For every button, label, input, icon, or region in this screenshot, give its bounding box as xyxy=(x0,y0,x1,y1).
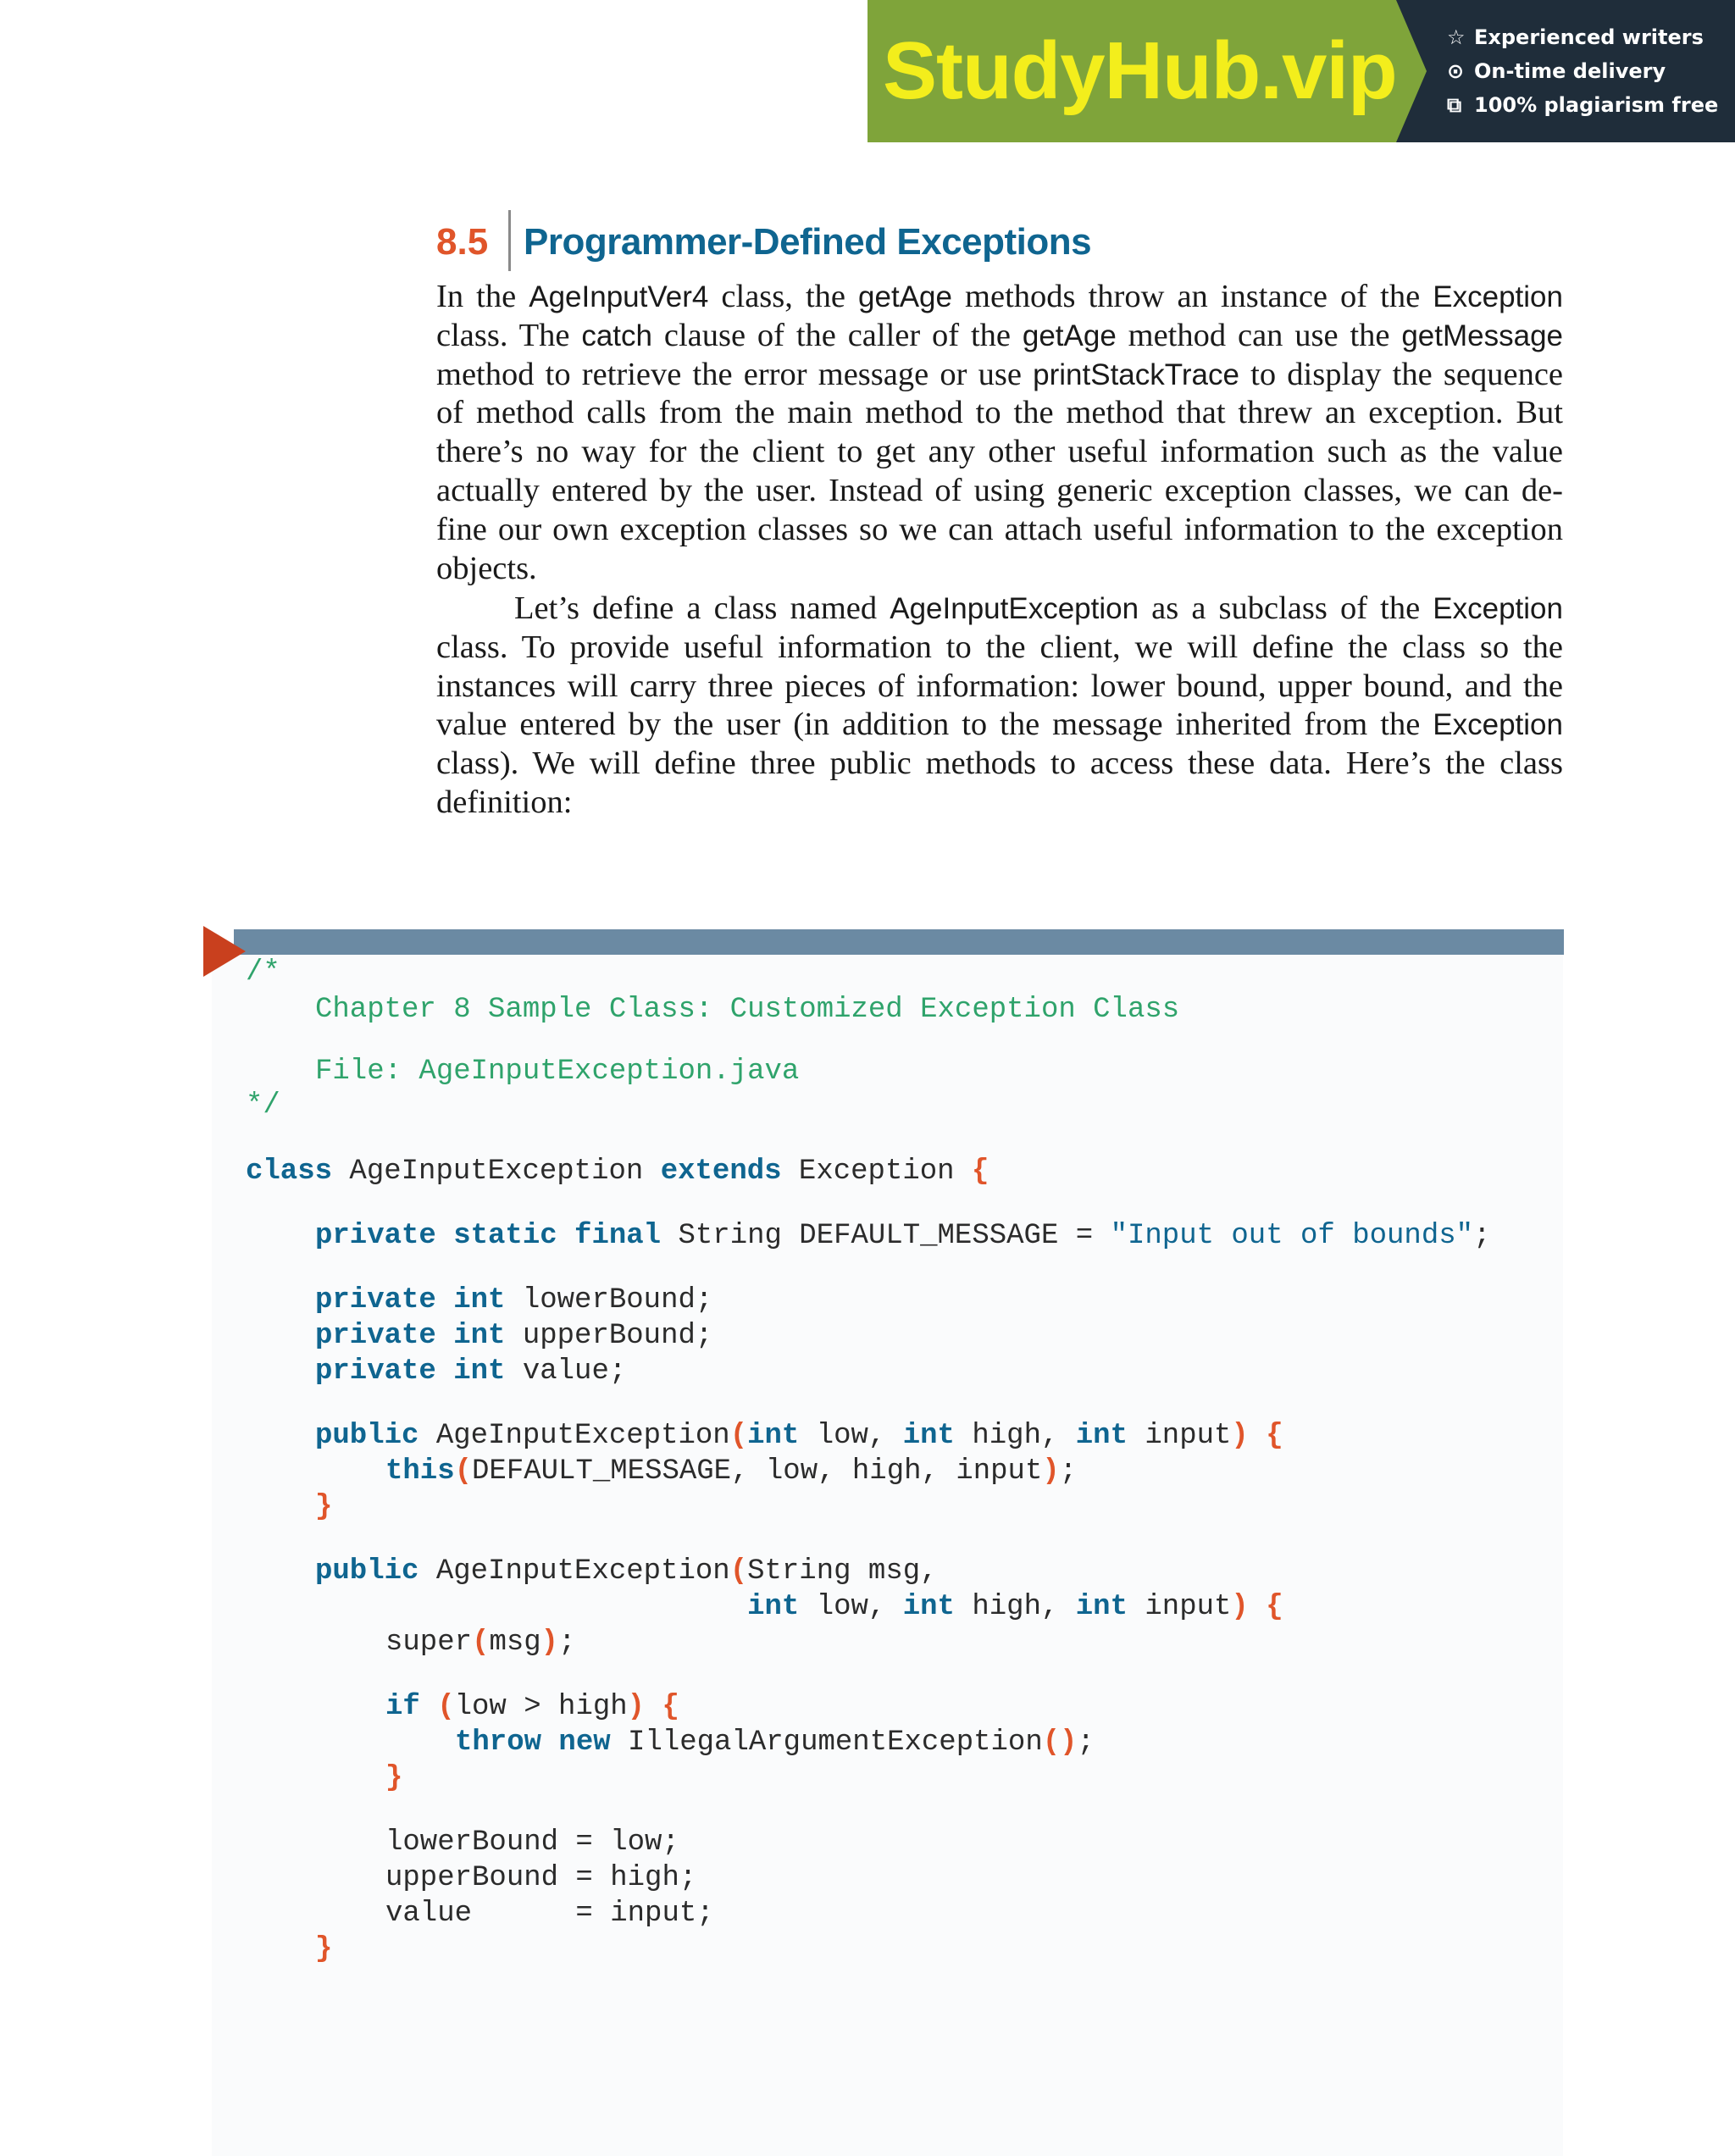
text-run: of method calls from the main method to the method that threw an exception. But xyxy=(436,395,1563,431)
text-run: class, the xyxy=(708,279,859,314)
code-token: Chapter 8 Sample Class: Customized Exception Class xyxy=(315,994,1180,1026)
text-run: class. To provide useful information to the client, we will define the class so the xyxy=(436,629,1563,665)
code-token: class xyxy=(246,1156,333,1188)
code-token: ) xyxy=(540,1627,559,1659)
code-token: AgeInputException xyxy=(419,1555,730,1588)
code-token: } xyxy=(315,1491,333,1523)
code-line xyxy=(385,1454,1077,1489)
text-run: methods throw an instance of the xyxy=(951,279,1433,314)
paragraph2-line xyxy=(436,628,1563,667)
code-line xyxy=(315,1418,1283,1454)
code-token: msg xyxy=(489,1627,541,1659)
code-line xyxy=(315,1589,1283,1625)
studyhub-banner[interactable] xyxy=(868,0,1735,142)
code-token xyxy=(1249,1591,1266,1623)
code-token: private static final xyxy=(315,1220,662,1252)
inline-code: catch xyxy=(581,319,652,352)
code-token: ; xyxy=(1059,1455,1078,1488)
text-run: value entered by the user (in addition to the message inherited from the xyxy=(436,707,1433,743)
code-token: int xyxy=(1075,1591,1128,1623)
feature-on-time-delivery: ⊙ On-time delivery xyxy=(1447,54,1727,88)
studyhub-logo[interactable]: StudyHub.vip xyxy=(883,25,1397,116)
code-token: lowerBound = low; xyxy=(385,1826,679,1859)
code-token: ) xyxy=(1231,1591,1249,1623)
code-token xyxy=(645,1691,662,1723)
code-line xyxy=(246,1154,989,1189)
code-token xyxy=(420,1691,437,1723)
code-token: int xyxy=(747,1591,800,1623)
inline-code: getAge xyxy=(858,280,952,313)
code-token xyxy=(1249,1420,1266,1452)
code-token: value = input; xyxy=(385,1898,714,1930)
code-token: () xyxy=(1042,1726,1078,1759)
code-token: String msg, xyxy=(747,1555,938,1588)
text-run: fine our own exception classes so we can attach useful information to the exception xyxy=(436,511,1563,547)
code-line xyxy=(315,1218,1490,1254)
paragraph2-line xyxy=(514,589,1563,628)
paragraph1-line xyxy=(436,393,1563,432)
code-token: { xyxy=(1266,1420,1283,1452)
code-line xyxy=(315,1554,938,1589)
code-token: this xyxy=(385,1455,455,1488)
code-token: ; xyxy=(1077,1726,1095,1759)
inline-code: Exception xyxy=(1433,708,1563,742)
paragraph2-line xyxy=(436,744,1563,783)
code-token: File: AgeInputException.java xyxy=(315,1056,800,1088)
text-run: method to retrieve the error message or use xyxy=(436,356,1034,392)
paragraph2-line xyxy=(436,705,1563,744)
code-token: ( xyxy=(729,1555,748,1588)
feature-plagiarism-free: ⧉ 100% plagiarism free xyxy=(1447,88,1727,122)
code-line xyxy=(385,1896,714,1932)
code-token: ( xyxy=(472,1627,490,1659)
code-line xyxy=(385,1625,575,1660)
code-token: AgeInputException xyxy=(419,1420,730,1452)
code-token: } xyxy=(385,1762,403,1794)
code-token: "Input out of bounds" xyxy=(1110,1220,1474,1252)
code-token: value; xyxy=(505,1355,627,1388)
paragraph1-line xyxy=(436,316,1563,355)
code-token: AgeInputException xyxy=(332,1156,661,1188)
inline-code: AgeInputException xyxy=(890,592,1139,625)
code-line xyxy=(246,1088,280,1123)
code-token: private int xyxy=(315,1355,506,1388)
text-run: to display the sequence xyxy=(1239,356,1563,392)
code-line xyxy=(315,1054,799,1089)
paragraph1-line xyxy=(436,549,1563,588)
code-token: low, xyxy=(799,1420,903,1452)
code-token: DEFAULT_MESSAGE, low, high, input xyxy=(472,1455,1043,1488)
code-token: public xyxy=(315,1555,419,1588)
paragraph2-line xyxy=(436,667,1563,706)
code-token: { xyxy=(971,1156,989,1188)
code-token: ; xyxy=(558,1627,576,1659)
code-listing-header-bar xyxy=(234,929,1564,955)
code-token: throw new xyxy=(455,1726,611,1759)
inline-code: getMessage xyxy=(1401,319,1564,352)
paragraph1-line xyxy=(436,510,1563,549)
code-token: lowerBound; xyxy=(505,1284,713,1316)
code-token: extends xyxy=(660,1156,782,1188)
text-run: class). We will define three public methods to access these data. Here’s the class xyxy=(436,745,1563,782)
code-line xyxy=(315,992,1179,1028)
text-run: instances will carry three pieces of information: lower bound, upper bound, and the xyxy=(436,668,1563,704)
feature-experienced-writers: ☆ Experienced writers xyxy=(1447,20,1727,54)
code-token: ) xyxy=(1231,1420,1249,1452)
code-token: ( xyxy=(437,1691,455,1723)
inline-code: Exception xyxy=(1433,280,1563,313)
inline-code: printStackTrace xyxy=(1033,357,1239,391)
code-token: ) xyxy=(1042,1455,1060,1488)
code-token: /* xyxy=(246,956,280,989)
text-run: definition: xyxy=(436,784,573,820)
code-token: ) xyxy=(627,1691,646,1723)
code-token: { xyxy=(662,1691,679,1723)
code-token: String DEFAULT_MESSAGE = xyxy=(661,1220,1111,1252)
code-line xyxy=(315,1354,626,1389)
code-token: */ xyxy=(246,1089,280,1122)
code-line xyxy=(455,1725,1095,1760)
text-run: clause of the caller of the xyxy=(652,317,1023,353)
code-token: int xyxy=(902,1420,955,1452)
code-line xyxy=(385,1825,679,1860)
star-icon: ☆ xyxy=(1447,25,1466,49)
code-token: int xyxy=(747,1420,800,1452)
code-token: ( xyxy=(729,1420,748,1452)
text-run: Let’s define a class named xyxy=(514,590,890,626)
inline-code: Exception xyxy=(1433,592,1563,625)
code-token: low, xyxy=(799,1591,903,1623)
code-token: upperBound = high; xyxy=(385,1862,697,1894)
text-run: as a subclass of the xyxy=(1139,590,1433,626)
code-token: { xyxy=(1266,1591,1283,1623)
paragraph1-line xyxy=(436,355,1563,394)
code-line xyxy=(385,1689,679,1725)
code-line xyxy=(246,955,280,990)
code-token: public xyxy=(315,1420,419,1452)
section-number: 8.5 xyxy=(436,221,489,263)
code-token: input xyxy=(1128,1420,1232,1452)
section-title: Programmer-Defined Exceptions xyxy=(524,221,1092,263)
code-token: IllegalArgumentException xyxy=(610,1726,1043,1759)
code-token: input xyxy=(1128,1591,1232,1623)
code-token: low > high xyxy=(454,1691,628,1723)
code-token: Exception xyxy=(781,1156,972,1188)
inline-code: AgeInputVer4 xyxy=(529,280,709,313)
code-token: private int xyxy=(315,1320,506,1352)
code-token: if xyxy=(385,1691,420,1723)
code-listing-arrow-icon xyxy=(203,926,246,977)
code-token: } xyxy=(315,1933,333,1965)
code-token: high, xyxy=(954,1420,1076,1452)
code-line xyxy=(315,1932,332,1967)
code-line xyxy=(315,1489,332,1525)
section-divider xyxy=(508,210,511,271)
code-token: ( xyxy=(454,1455,473,1488)
paragraph1-line xyxy=(436,432,1563,471)
code-line xyxy=(385,1760,402,1796)
copy-icon: ⧉ xyxy=(1447,93,1462,117)
text-run: there’s no way for the client to get any other useful information such as the value xyxy=(436,434,1563,470)
code-token: int xyxy=(902,1591,955,1623)
clock-icon: ⊙ xyxy=(1447,59,1465,83)
code-token xyxy=(315,1591,747,1623)
code-token: upperBound; xyxy=(505,1320,713,1352)
paragraph1-line xyxy=(436,277,1563,316)
paragraph2-line xyxy=(436,783,1563,822)
code-token: high, xyxy=(954,1591,1076,1623)
code-line xyxy=(385,1860,696,1896)
text-run: method can use the xyxy=(1116,317,1402,353)
code-token: int xyxy=(1075,1420,1128,1452)
code-line xyxy=(315,1318,712,1354)
paragraph1-line xyxy=(436,471,1563,510)
code-token: private int xyxy=(315,1284,506,1316)
text-run: actually entered by the user. Instead of using generic exception classes, we can de- xyxy=(436,473,1563,508)
inline-code: getAge xyxy=(1022,319,1117,352)
text-run: In the xyxy=(436,279,529,314)
code-line xyxy=(315,1283,712,1318)
text-run: class. The xyxy=(436,317,582,353)
code-token: ; xyxy=(1473,1220,1491,1252)
code-token: super xyxy=(385,1627,473,1659)
text-run: objects. xyxy=(436,550,537,586)
